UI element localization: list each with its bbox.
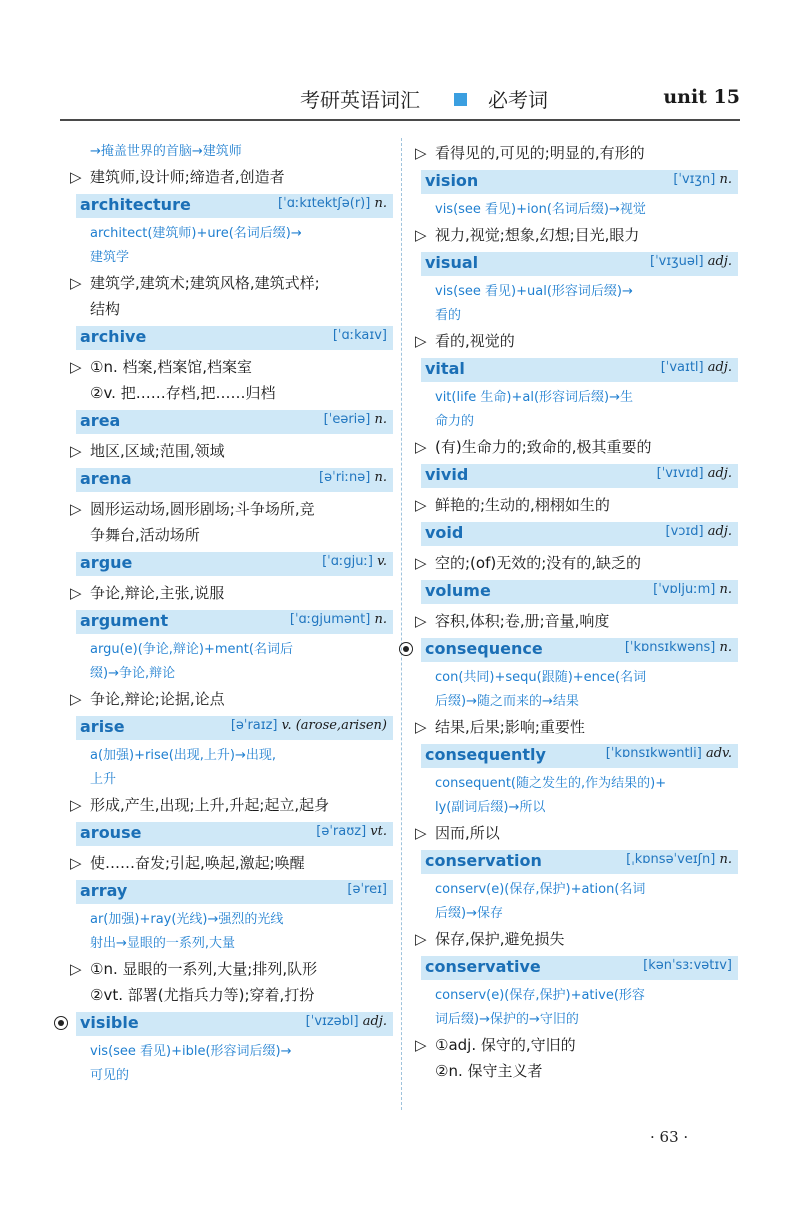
phonetic: [ˈɑːgjuː]	[322, 554, 373, 569]
headword-entry	[421, 252, 738, 276]
phonetic: [əˈraʊz]	[316, 824, 367, 839]
page-header	[60, 70, 740, 120]
part-of-speech: n.	[719, 852, 732, 867]
definition-line	[413, 222, 738, 248]
etymology-line: 后缀)→随之而来的→结果	[435, 694, 579, 709]
phonetic: [ˈɑːkaɪv]	[332, 328, 387, 343]
pronunciation	[650, 254, 732, 269]
must-know-bullet-icon	[399, 642, 413, 656]
part-of-speech: n.	[374, 196, 387, 211]
pronunciation	[657, 466, 732, 481]
definition-line	[413, 550, 738, 576]
headword: vision	[425, 171, 479, 190]
headword: array	[80, 881, 128, 900]
triangle-marker-icon: ▷	[415, 438, 427, 456]
definition-line	[68, 792, 393, 818]
etymology-line: architect(建筑师)+ure(名词后缀)→	[90, 226, 302, 241]
pronunciation	[347, 882, 387, 897]
triangle-marker-icon: ▷	[415, 824, 427, 842]
headword-entry	[76, 822, 393, 846]
pronunciation	[306, 1014, 387, 1029]
headword: archive	[80, 327, 147, 346]
headword-entry	[421, 850, 738, 874]
definition-line	[68, 956, 393, 982]
etymology-line: con(共同)+sequ(跟随)+ence(名词	[435, 670, 647, 685]
part-of-speech: adj.	[707, 524, 732, 539]
phonetic: [ˈɑːgjumənt]	[289, 612, 371, 627]
must-know-bullet-icon	[54, 1016, 68, 1030]
definition-line	[68, 982, 393, 1008]
triangle-marker-icon: ▷	[415, 1036, 427, 1054]
headword-entry	[76, 468, 393, 492]
definition-text: 保存,保护,避免损失	[435, 930, 565, 948]
right-column	[413, 140, 738, 1084]
pronunciation	[322, 554, 387, 569]
definition-line	[68, 850, 393, 876]
headword-entry	[76, 716, 393, 740]
etymology-line: 可见的	[90, 1068, 130, 1083]
pronunciation	[231, 718, 387, 733]
definition-text: ②vt. 部署(尤指兵力等);穿着,打扮	[90, 986, 315, 1004]
headword: visible	[80, 1013, 139, 1032]
headword: conservative	[425, 957, 541, 976]
definition-line	[413, 434, 738, 460]
headword-entry	[76, 880, 393, 904]
triangle-marker-icon: ▷	[70, 796, 82, 814]
definition-text: ①n. 档案,档案馆,档案室	[90, 358, 253, 376]
phonetic: [ˈvɪvɪd]	[656, 466, 704, 481]
definition-line	[413, 328, 738, 354]
headword-entry	[421, 580, 738, 604]
definition-line	[68, 686, 393, 712]
triangle-marker-icon: ▷	[415, 144, 427, 162]
etymology-line: 射出→显眼的一系列,大量	[90, 936, 236, 951]
headword: consequence	[425, 639, 543, 658]
triangle-marker-icon: ▷	[70, 168, 82, 186]
triangle-marker-icon: ▷	[70, 960, 82, 978]
pronunciation	[673, 172, 732, 187]
headword-entry	[421, 638, 738, 662]
pronunciation	[666, 524, 732, 539]
definition-line	[413, 608, 738, 634]
headword: volume	[425, 581, 491, 600]
headword-entry	[421, 522, 738, 546]
pronunciation	[333, 328, 387, 343]
book-title: 考研英语词汇	[300, 88, 420, 112]
phonetic: [əˈraɪz]	[230, 718, 278, 733]
etymology-line: conserv(e)(保存,保护)+ation(名词	[435, 882, 646, 897]
definition-line	[68, 354, 393, 380]
pronunciation	[316, 824, 387, 839]
etymology-line: →掩盖世界的首脑→建筑师	[90, 144, 242, 159]
part-of-speech: n.	[719, 172, 732, 187]
headword: void	[425, 523, 464, 542]
definition-text: 看得见的,可见的;明显的,有形的	[435, 144, 645, 162]
definition-text: (有)生命力的;致命的,极其重要的	[435, 438, 652, 456]
triangle-marker-icon: ▷	[415, 612, 427, 630]
phonetic: [ˈvɒljuːm]	[653, 582, 716, 597]
definition-text: 圆形运动场,圆形剧场;斗争场所,竞	[90, 500, 315, 518]
phonetic: [ˈɑːkɪtektʃə(r)]	[278, 196, 371, 211]
etymology-line: 上升	[90, 772, 117, 787]
definition-text: ①adj. 保守的,守旧的	[435, 1036, 576, 1054]
definition-text: 建筑师,设计师;缔造者,创造者	[90, 168, 285, 186]
definition-text: 地区,区域;范围,领域	[90, 442, 225, 460]
definition-line	[68, 164, 393, 190]
etymology-line: ly(副词后缀)→所以	[435, 800, 546, 815]
definition-text: 容积,体积;卷,册;音量,响度	[435, 612, 610, 630]
pronunciation	[653, 582, 732, 597]
etymology-line: 缀)→争论,辩论	[90, 666, 176, 681]
definition-line	[413, 1058, 738, 1084]
definition-text: 视力,视觉;想象,幻想;目光,眼力	[435, 226, 640, 244]
triangle-marker-icon: ▷	[415, 718, 427, 736]
phonetic: [vɔɪd]	[665, 524, 704, 539]
definition-text: ②v. 把……存档,把……归档	[90, 384, 276, 402]
headword-entry	[421, 956, 738, 980]
triangle-marker-icon: ▷	[415, 226, 427, 244]
headword-entry	[76, 610, 393, 634]
part-of-speech: vt.	[370, 824, 387, 839]
headword: vivid	[425, 465, 469, 484]
part-of-speech: adj.	[362, 1014, 387, 1029]
triangle-marker-icon: ▷	[415, 496, 427, 514]
triangle-marker-icon: ▷	[415, 930, 427, 948]
left-column	[68, 140, 393, 1088]
definition-text: ①n. 显眼的一系列,大量;排列,队形	[90, 960, 318, 978]
headword-entry	[421, 358, 738, 382]
unit-label: unit 15	[663, 86, 740, 108]
definition-text: 争论,辩论,主张,说服	[90, 584, 225, 602]
definition-line	[413, 926, 738, 952]
header-rule	[60, 119, 740, 121]
definition-text: 因而,所以	[435, 824, 500, 842]
headword-entry	[76, 410, 393, 434]
part-of-speech: adv.	[705, 746, 732, 761]
definition-line	[413, 714, 738, 740]
headword: architecture	[80, 195, 191, 214]
definition-line	[413, 140, 738, 166]
headword-entry	[421, 170, 738, 194]
pronunciation	[661, 360, 732, 375]
section-title: 必考词	[488, 88, 548, 112]
definition-line	[413, 820, 738, 846]
headword-entry	[421, 464, 738, 488]
pronunciation	[606, 746, 732, 761]
definition-text: 使……奋发;引起,唤起,激起;唤醒	[90, 854, 305, 872]
headword-entry	[76, 1012, 393, 1036]
headword: area	[80, 411, 121, 430]
page-number: · 63 ·	[650, 1128, 689, 1146]
headword-entry	[76, 194, 393, 218]
triangle-marker-icon: ▷	[70, 274, 82, 292]
part-of-speech: adj.	[707, 254, 732, 269]
part-of-speech: v. (arose,arisen)	[281, 718, 387, 733]
headword-entry	[421, 744, 738, 768]
triangle-marker-icon: ▷	[70, 690, 82, 708]
definition-line	[413, 492, 738, 518]
etymology-line: vit(life 生命)+al(形容词后缀)→生	[435, 390, 633, 405]
phonetic: [ˈvɪʒuəl]	[650, 254, 704, 269]
definition-line	[413, 1032, 738, 1058]
etymology-line: vis(see 看见)+ible(形容词后缀)→	[90, 1044, 292, 1059]
column-divider	[401, 138, 402, 1110]
definition-text: 结构	[90, 300, 121, 318]
pronunciation	[278, 196, 387, 211]
phonetic: [əˈriːnə]	[319, 470, 371, 485]
definition-text: 鲜艳的;生动的,栩栩如生的	[435, 496, 610, 514]
pronunciation	[324, 412, 387, 427]
triangle-marker-icon: ▷	[70, 584, 82, 602]
triangle-marker-icon: ▷	[415, 554, 427, 572]
headword: vital	[425, 359, 465, 378]
triangle-marker-icon: ▷	[70, 500, 82, 518]
definition-line	[68, 270, 393, 296]
pronunciation	[290, 612, 387, 627]
definition-line	[68, 380, 393, 406]
etymology-line: consequent(随之发生的,作为结果的)+	[435, 776, 667, 791]
pronunciation	[643, 958, 732, 973]
headword: conservation	[425, 851, 542, 870]
etymology-line: 后缀)→保存	[435, 906, 503, 921]
etymology-line: 建筑学	[90, 250, 130, 265]
part-of-speech: n.	[719, 582, 732, 597]
definition-line	[68, 438, 393, 464]
phonetic: [kənˈsɜːvətɪv]	[643, 958, 732, 973]
etymology-line: argu(e)(争论,辩论)+ment(名词后	[90, 642, 293, 657]
part-of-speech: v.	[377, 554, 387, 569]
headword: arena	[80, 469, 132, 488]
phonetic: [ˌkɒnsəˈveɪʃn]	[626, 852, 716, 867]
definition-text: 争舞台,活动场所	[90, 526, 200, 544]
etymology-line: 词后缀)→保护的→守旧的	[435, 1012, 579, 1027]
definition-text: 争论,辩论;论据,论点	[90, 690, 225, 708]
part-of-speech: n.	[719, 640, 732, 655]
definition-text: ②n. 保守主义者	[435, 1062, 543, 1080]
headword: arouse	[80, 823, 142, 842]
definition-line	[68, 522, 393, 548]
phonetic: [ˈeəriə]	[323, 412, 371, 427]
definition-text: 结果,后果;影响;重要性	[435, 718, 585, 736]
etymology-line: ar(加强)+ray(光线)→强烈的光线	[90, 912, 284, 927]
headword-entry	[76, 552, 393, 576]
pronunciation	[626, 852, 732, 867]
headword: argument	[80, 611, 169, 630]
triangle-marker-icon: ▷	[415, 332, 427, 350]
definition-text: 形成,产生,出现;上升,升起;起立,起身	[90, 796, 330, 814]
phonetic: [ˈvɪzəbl]	[305, 1014, 359, 1029]
phonetic: [ˈvɪʒn]	[673, 172, 716, 187]
definition-text: 看的,视觉的	[435, 332, 515, 350]
pronunciation	[625, 640, 732, 655]
definition-text: 建筑学,建筑术;建筑风格,建筑式样;	[90, 274, 320, 292]
etymology-line: vis(see 看见)+ual(形容词后缀)→	[435, 284, 633, 299]
headword: arise	[80, 717, 125, 736]
etymology-line: a(加强)+rise(出现,上升)→出现,	[90, 748, 277, 763]
triangle-marker-icon: ▷	[70, 358, 82, 376]
pronunciation	[319, 470, 387, 485]
phonetic: [ˈvaɪtl]	[660, 360, 704, 375]
phonetic: [ˈkɒnsɪkwəns]	[624, 640, 716, 655]
definition-line	[68, 296, 393, 322]
etymology-line: 命力的	[435, 414, 475, 429]
part-of-speech: adj.	[707, 360, 732, 375]
part-of-speech: n.	[374, 412, 387, 427]
headword-entry	[76, 326, 393, 350]
etymology-line: vis(see 看见)+ion(名词后缀)→视觉	[435, 202, 646, 217]
part-of-speech: n.	[374, 470, 387, 485]
definition-text: 空的;(of)无效的;没有的,缺乏的	[435, 554, 642, 572]
headword: consequently	[425, 745, 546, 764]
part-of-speech: n.	[374, 612, 387, 627]
headword: visual	[425, 253, 479, 272]
part-of-speech: adj.	[707, 466, 732, 481]
headword: argue	[80, 553, 133, 572]
triangle-marker-icon: ▷	[70, 854, 82, 872]
definition-line	[68, 580, 393, 606]
blue-square-icon	[454, 93, 467, 106]
etymology-line: conserv(e)(保存,保护)+ative(形容	[435, 988, 645, 1003]
phonetic: [ˈkɒnsɪkwəntli]	[605, 746, 702, 761]
definition-line	[68, 496, 393, 522]
etymology-line: 看的	[435, 308, 462, 323]
triangle-marker-icon: ▷	[70, 442, 82, 460]
phonetic: [əˈreɪ]	[347, 882, 387, 897]
